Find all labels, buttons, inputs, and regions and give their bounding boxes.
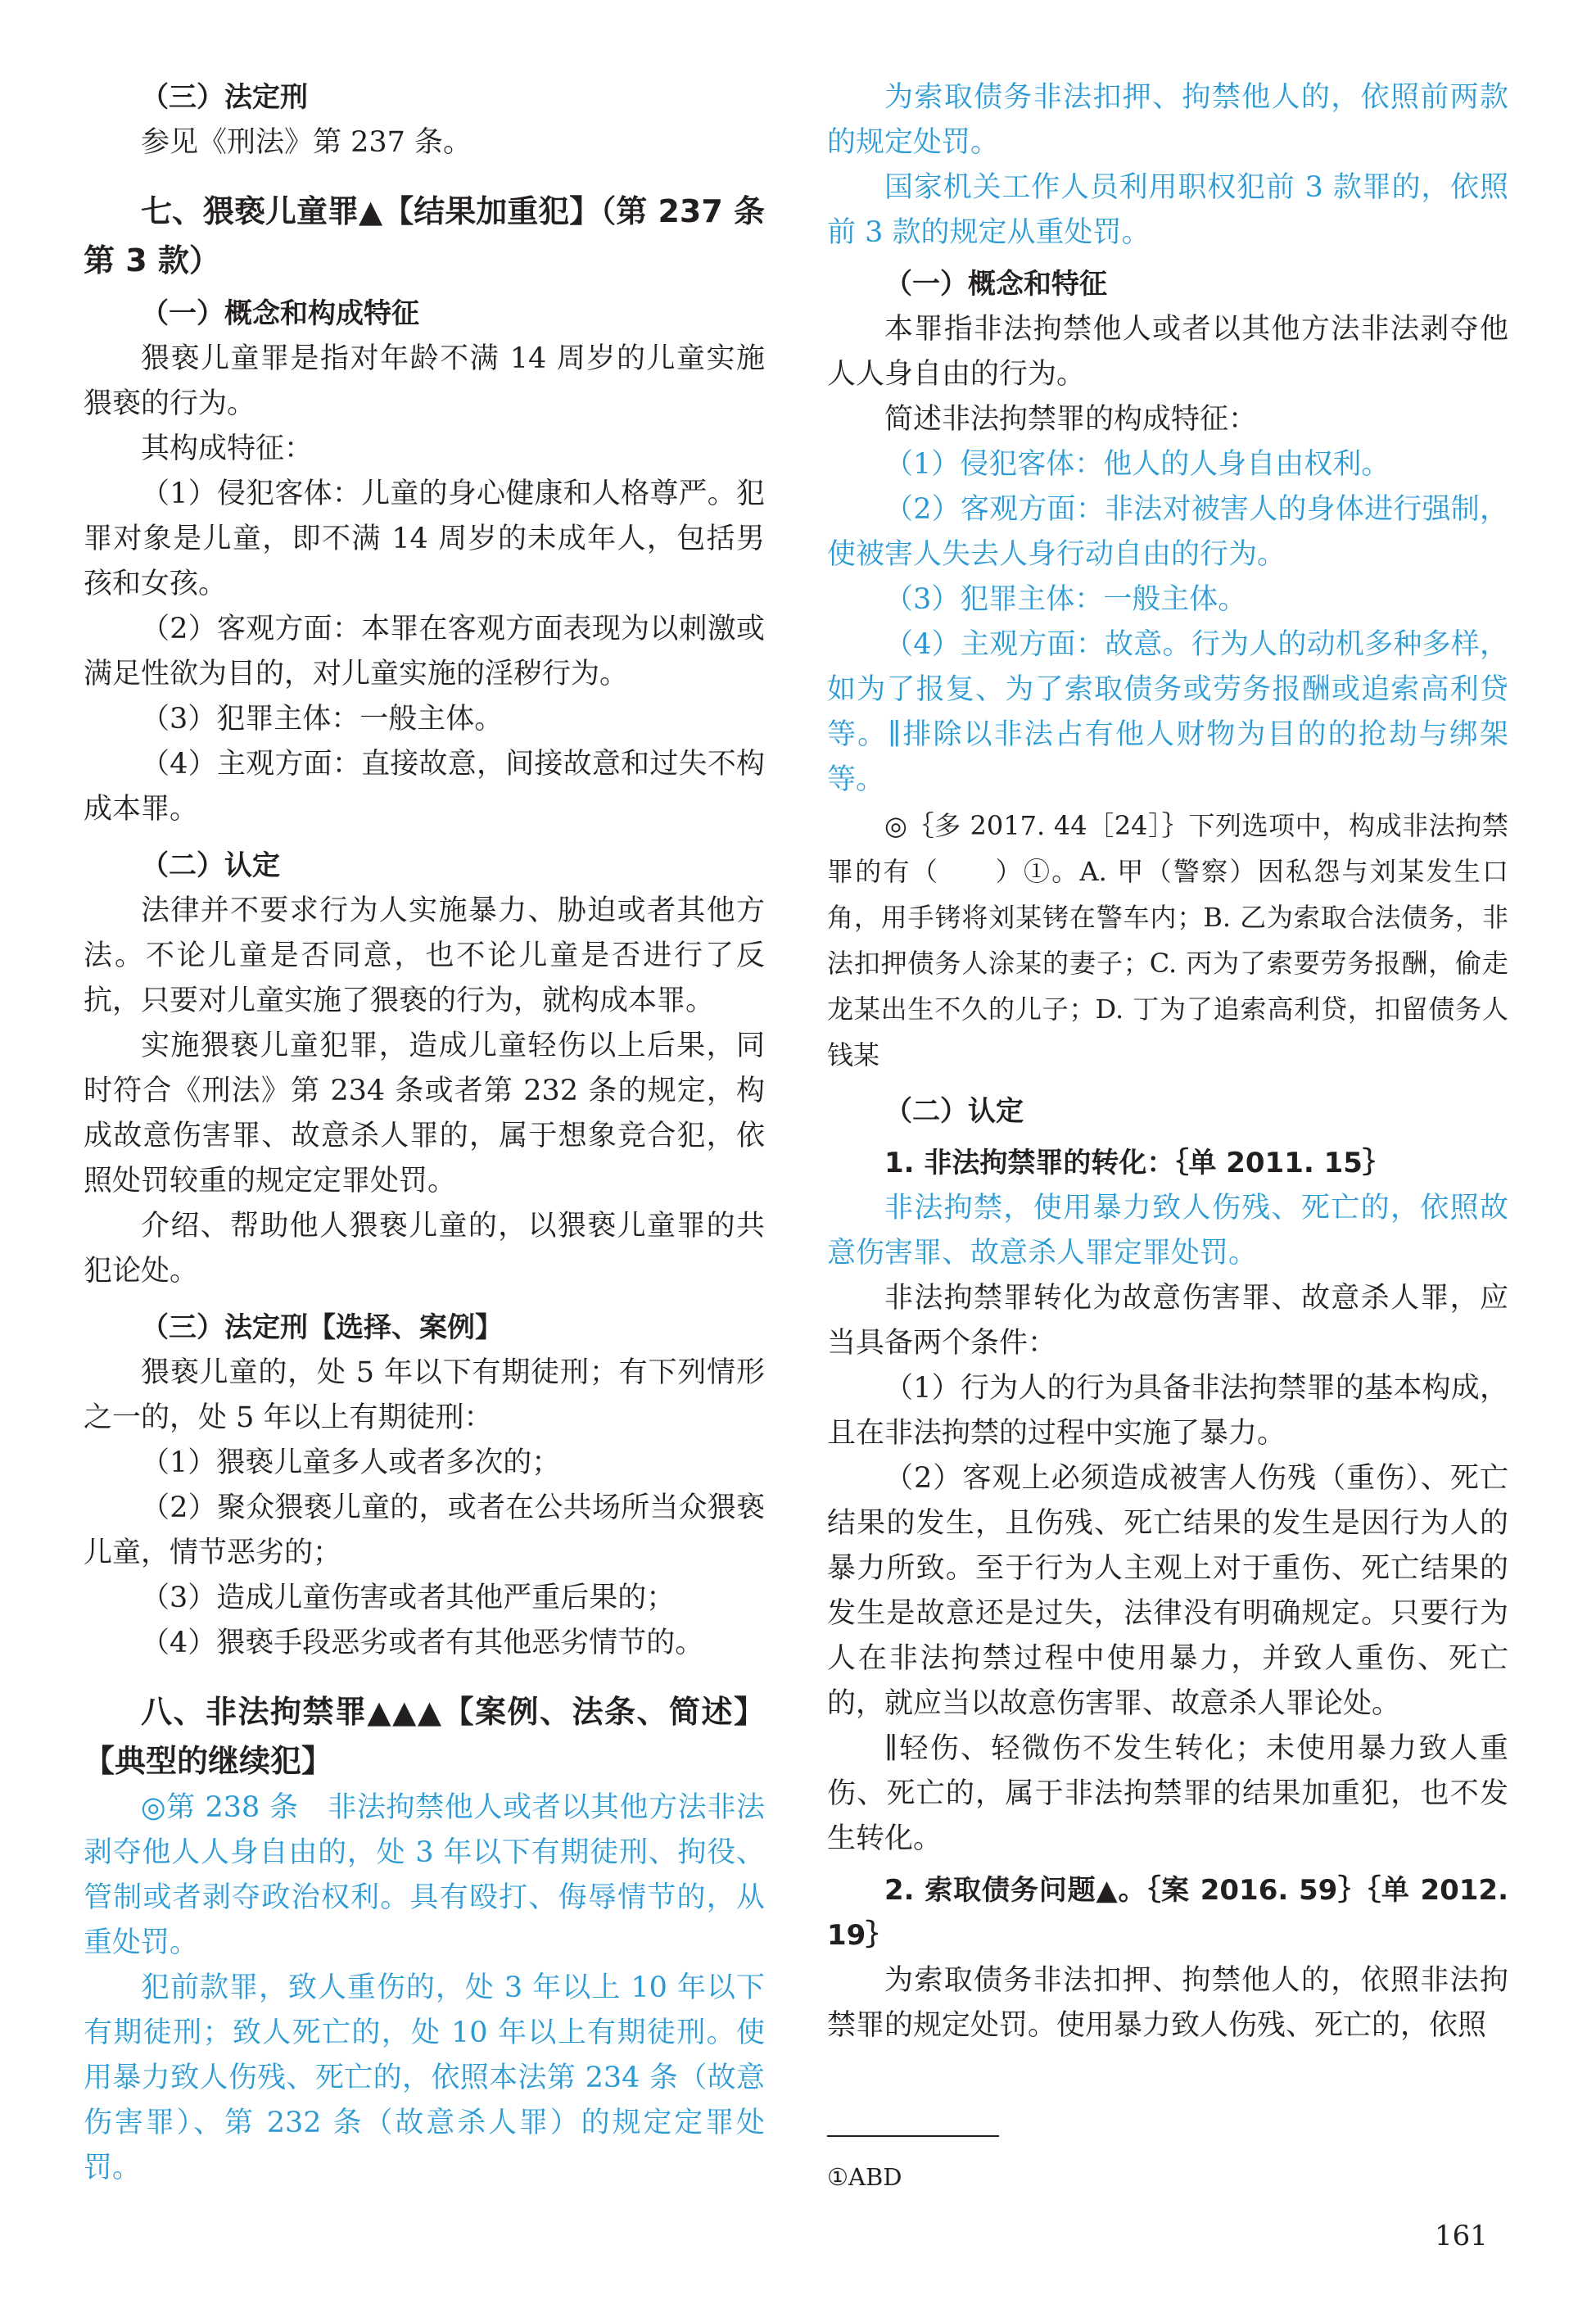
list-item: （3）造成儿童伤害或者其他严重后果的；: [141, 1582, 676, 1614]
chapter-heading: 八、非法拘禁罪▲▲▲【案例、法条、简述】【典型的继续犯】: [84, 1694, 765, 1779]
list-item: （1）猥亵儿童多人或者多次的；: [141, 1446, 561, 1479]
footnote-divider: [827, 2135, 999, 2137]
list-item: （2）聚众猥亵儿童的，或者在公共场所当众猥亵儿童，情节恶劣的；: [84, 1491, 765, 1569]
section-heading: （一）概念和构成特征: [141, 297, 419, 330]
section-heading: （一）概念和特征: [884, 268, 1107, 301]
paragraph: （2）客观上必须造成被害人伤残（重伤）、死亡结果的发生，且伤残、死亡结果的发生是因行为人的暴力所致。至于行为人主观上对于重伤、死亡结果的发生是故意还是过失，法律没有明确规定。只要行为人在非法拘禁过程中使用暴力，并致人重伤、死亡的，就应当以故意伤害罪、故意杀人罪论处。: [827, 1462, 1508, 1720]
paragraph: 介绍、帮助他人猥亵儿童的，以猥亵儿童罪的共犯论处。: [84, 1210, 765, 1288]
paragraph: 参见《刑法》第 237 条。: [141, 126, 472, 159]
paragraph: 猥亵儿童罪是指对年龄不满 14 周岁的儿童实施猥亵的行为。: [84, 342, 765, 420]
statute-text: 国家机关工作人员利用职权犯前 3 款罪的，依照前 3 款的规定从重处罚。: [827, 171, 1508, 249]
paragraph: （2）客观方面：本罪在客观方面表现为以刺激或满足性欲为目的，对儿童实施的淫秽行为。: [84, 613, 765, 690]
paragraph: 猥亵儿童的，处 5 年以下有期徒刑；有下列情形之一的，处 5 年以上有期徒刑：: [84, 1356, 765, 1434]
paragraph: 为索取债务非法扣押、拘禁他人的，依照非法拘禁罪的规定处罚。使用暴力致人伤残、死亡的，依照: [827, 1964, 1508, 2042]
section-heading: （二）认定: [141, 849, 280, 882]
statute-text: 犯前款罪，致人重伤的，处 3 年以上 10 年以下有期徒刑；致人死亡的，处 10 年以上有期徒刑。使用暴力致人伤残、死亡的，依照本法第 234 条（故意伤害罪）、第 232 条（故意杀人罪）的规定定罪处罚。: [84, 1971, 765, 2184]
paragraph: 实施猥亵儿童犯罪，造成儿童轻伤以上后果，同时符合《刑法》第 234 条或者第 232 条的规定，构成故意伤害罪、故意杀人罪的，属于想象竞合犯，依照处罚较重的规定定罪处罚。: [84, 1030, 765, 1197]
subsection-heading: 2. 索取债务问题▲。｛案 2016. 59｝｛单 2012. 19｝: [827, 1874, 1508, 1952]
footnote: ①ABD: [827, 2163, 902, 2191]
list-item: （4）主观方面：故意。行为人的动机多种多样，如为了报复、为了索取债务或劳务报酬或追索高利贷等。∥排除以非法占有他人财物为目的的抢劫与绑架等。: [827, 628, 1508, 796]
paragraph: 本罪指非法拘禁他人或者以其他方法非法剥夺他人人身自由的行为。: [827, 313, 1508, 391]
paragraph: 法律并不要求行为人实施暴力、胁迫或者其他方法。不论儿童是否同意，也不论儿童是否进行了反抗，只要对儿童实施了猥亵的行为，就构成本罪。: [84, 894, 765, 1017]
subsection-heading: 1. 非法拘禁罪的转化：｛单 2011. 15｝: [884, 1147, 1390, 1179]
paragraph: （3）犯罪主体：一般主体。: [141, 703, 504, 736]
list-item: （2）客观方面：非法对被害人的身体进行强制，使被害人失去人身行动自由的行为。: [827, 493, 1508, 571]
chapter-heading: 七、猥亵儿童罪▲【结果加重犯】（第 237 条第 3 款）: [84, 193, 766, 278]
paragraph: （1）侵犯客体：儿童的身心健康和人格尊严。犯罪对象是儿童，即不满 14 周岁的未成年人，包括男孩和女孩。: [84, 478, 765, 600]
paragraph: （1）行为人的行为具备非法拘禁罪的基本构成，且在非法拘禁的过程中实施了暴力。: [827, 1372, 1508, 1450]
list-item: （3）犯罪主体：一般主体。: [884, 583, 1247, 616]
section-heading: （三）法定刑: [141, 81, 308, 114]
section-heading: （三）法定刑【选择、案例】: [141, 1311, 503, 1344]
statute-text: ◎第 238 条 非法拘禁他人或者以其他方法非法剥夺他人人身自由的，处 3 年以下有期徒刑、拘役、管制或者剥夺政治权利。具有殴打、侮辱情节的，从重处罚。: [84, 1791, 765, 1959]
list-item: （1）侵犯客体：他人的人身自由权利。: [884, 448, 1390, 481]
exam-question: ◎｛多 2017. 44［24］｝下列选项中，构成非法拘禁罪的有（ ）①。A. 甲（警察）因私怨与刘某发生口角，用手铐将刘某铐在警车内；B. 乙为索取合法债务，非法扣押债务人涂某的妻子；C. 丙为了索要劳务报酬，偷走龙某出生不久的儿子；D. 丁为了追索高利贷，扣留债务人钱某: [827, 810, 1508, 1070]
list-item: （4）猥亵手段恶劣或者有其他恶劣情节的。: [141, 1627, 704, 1659]
left-column: [84, 75, 765, 2191]
right-column: [827, 75, 1508, 2048]
section-heading: （二）认定: [884, 1095, 1024, 1128]
paragraph: 其构成特征：: [141, 432, 314, 465]
paragraph: 简述非法拘禁罪的构成特征：: [884, 403, 1258, 436]
paragraph: 非法拘禁罪转化为故意伤害罪、故意杀人罪，应当具备两个条件：: [827, 1282, 1508, 1360]
page-number: 161: [1435, 2220, 1488, 2252]
paragraph: 非法拘禁，使用暴力致人伤残、死亡的，依照故意伤害罪、故意杀人罪定罪处罚。: [827, 1192, 1508, 1270]
paragraph: ∥轻伤、轻微伤不发生转化；未使用暴力致人重伤、死亡的，属于非法拘禁罪的结果加重犯，也不发生转化。: [827, 1732, 1508, 1855]
statute-text: 为索取债务非法扣押、拘禁他人的，依照前两款的规定处罚。: [827, 81, 1508, 159]
paragraph: （4）主观方面：直接故意，间接故意和过失不构成本罪。: [84, 748, 765, 826]
